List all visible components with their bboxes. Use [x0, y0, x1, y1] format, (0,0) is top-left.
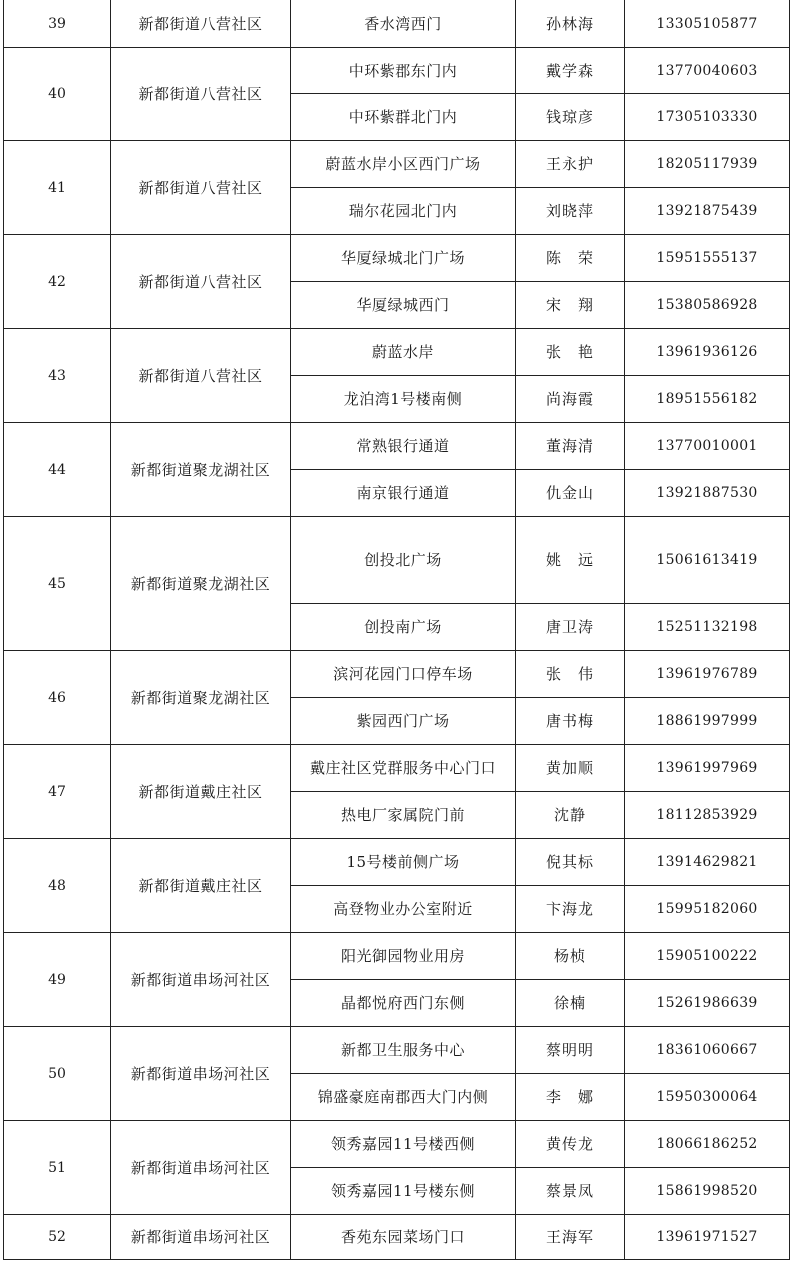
location-cell: 南京银行通道	[291, 470, 516, 517]
table-row	[4, 1027, 790, 1074]
contact-person-cell: 刘晓萍	[516, 188, 625, 235]
contact-person-cell: 杨桢	[516, 933, 625, 980]
table-row	[4, 651, 790, 698]
contact-person-cell: 唐卫涛	[516, 604, 625, 651]
location-cell: 高登物业办公室附近	[291, 886, 516, 933]
table-row	[4, 0, 790, 48]
table-row	[4, 423, 790, 470]
location-cell: 中环紫群北门内	[291, 94, 516, 141]
location-cell: 瑞尔花园北门内	[291, 188, 516, 235]
community-cell: 新都街道八营社区	[111, 235, 291, 329]
contact-table-body	[4, 0, 790, 1260]
contact-table-sheet	[3, 0, 789, 1261]
contact-table	[3, 0, 790, 1260]
contact-person-cell: 张 伟	[516, 651, 625, 698]
community-cell: 新都街道戴庄社区	[111, 839, 291, 933]
phone-cell: 13305105877	[625, 0, 790, 48]
community-cell: 新都街道串场河社区	[111, 1215, 291, 1260]
phone-cell: 18951556182	[625, 376, 790, 423]
row-number-cell: 45	[4, 517, 111, 651]
location-cell: 创投南广场	[291, 604, 516, 651]
location-cell: 蔚蓝水岸	[291, 329, 516, 376]
contact-person-cell: 黄加顺	[516, 745, 625, 792]
contact-person-cell: 倪其标	[516, 839, 625, 886]
phone-cell: 13921887530	[625, 470, 790, 517]
contact-person-cell: 戴学森	[516, 48, 625, 94]
community-cell: 新都街道戴庄社区	[111, 745, 291, 839]
phone-cell: 18205117939	[625, 141, 790, 188]
phone-cell: 13961936126	[625, 329, 790, 376]
contact-person-cell: 唐书梅	[516, 698, 625, 745]
phone-cell: 15251132198	[625, 604, 790, 651]
phone-cell: 13914629821	[625, 839, 790, 886]
location-cell: 滨河花园门口停车场	[291, 651, 516, 698]
location-cell: 常熟银行通道	[291, 423, 516, 470]
contact-person-cell: 李 娜	[516, 1074, 625, 1121]
row-number-cell: 43	[4, 329, 111, 423]
community-cell: 新都街道聚龙湖社区	[111, 651, 291, 745]
contact-person-cell: 陈 荣	[516, 235, 625, 282]
phone-cell: 15951555137	[625, 235, 790, 282]
location-cell: 中环紫郡东门内	[291, 48, 516, 94]
community-cell: 新都街道八营社区	[111, 48, 291, 141]
row-number-cell: 44	[4, 423, 111, 517]
row-number-cell: 50	[4, 1027, 111, 1121]
community-cell: 新都街道八营社区	[111, 141, 291, 235]
community-cell: 新都街道串场河社区	[111, 1027, 291, 1121]
contact-person-cell: 沈静	[516, 792, 625, 839]
location-cell: 创投北广场	[291, 517, 516, 604]
location-cell: 锦盛豪庭南郡西大门内侧	[291, 1074, 516, 1121]
location-cell: 香苑东园菜场门口	[291, 1215, 516, 1260]
contact-person-cell: 黄传龙	[516, 1121, 625, 1168]
phone-cell: 13961997969	[625, 745, 790, 792]
phone-cell: 13961971527	[625, 1215, 790, 1260]
location-cell: 热电厂家属院门前	[291, 792, 516, 839]
row-number-cell: 41	[4, 141, 111, 235]
row-number-cell: 49	[4, 933, 111, 1027]
table-row	[4, 141, 790, 188]
contact-person-cell: 董海清	[516, 423, 625, 470]
table-row	[4, 1121, 790, 1168]
table-row	[4, 517, 790, 604]
location-cell: 新都卫生服务中心	[291, 1027, 516, 1074]
contact-person-cell: 仇金山	[516, 470, 625, 517]
location-cell: 蔚蓝水岸小区西门广场	[291, 141, 516, 188]
contact-person-cell: 卞海龙	[516, 886, 625, 933]
phone-cell: 18861997999	[625, 698, 790, 745]
contact-person-cell: 徐楠	[516, 980, 625, 1027]
location-cell: 15号楼前侧广场	[291, 839, 516, 886]
phone-cell: 13770040603	[625, 48, 790, 94]
community-cell: 新都街道串场河社区	[111, 933, 291, 1027]
table-row	[4, 745, 790, 792]
table-row	[4, 933, 790, 980]
row-number-cell: 39	[4, 0, 111, 48]
community-cell: 新都街道聚龙湖社区	[111, 423, 291, 517]
location-cell: 戴庄社区党群服务中心门口	[291, 745, 516, 792]
table-row	[4, 329, 790, 376]
phone-cell: 17305103330	[625, 94, 790, 141]
phone-cell: 18066186252	[625, 1121, 790, 1168]
phone-cell: 15380586928	[625, 282, 790, 329]
location-cell: 龙泊湾1号楼南侧	[291, 376, 516, 423]
phone-cell: 18361060667	[625, 1027, 790, 1074]
location-cell: 领秀嘉园11号楼东侧	[291, 1168, 516, 1215]
row-number-cell: 51	[4, 1121, 111, 1215]
contact-person-cell: 蔡明明	[516, 1027, 625, 1074]
row-number-cell: 40	[4, 48, 111, 141]
row-number-cell: 42	[4, 235, 111, 329]
phone-cell: 15995182060	[625, 886, 790, 933]
location-cell: 紫园西门广场	[291, 698, 516, 745]
phone-cell: 15261986639	[625, 980, 790, 1027]
location-cell: 领秀嘉园11号楼西侧	[291, 1121, 516, 1168]
contact-person-cell: 蔡景凤	[516, 1168, 625, 1215]
row-number-cell: 46	[4, 651, 111, 745]
contact-person-cell: 孙林海	[516, 0, 625, 48]
location-cell: 阳光御园物业用房	[291, 933, 516, 980]
community-cell: 新都街道八营社区	[111, 0, 291, 48]
phone-cell: 15905100222	[625, 933, 790, 980]
table-row	[4, 48, 790, 94]
location-cell: 华厦绿城西门	[291, 282, 516, 329]
location-cell: 华厦绿城北门广场	[291, 235, 516, 282]
community-cell: 新都街道聚龙湖社区	[111, 517, 291, 651]
row-number-cell: 52	[4, 1215, 111, 1260]
contact-person-cell: 尚海霞	[516, 376, 625, 423]
contact-person-cell: 王永护	[516, 141, 625, 188]
contact-person-cell: 宋 翔	[516, 282, 625, 329]
phone-cell: 15950300064	[625, 1074, 790, 1121]
contact-person-cell: 张 艳	[516, 329, 625, 376]
contact-person-cell: 姚 远	[516, 517, 625, 604]
row-number-cell: 47	[4, 745, 111, 839]
location-cell: 晶都悦府西门东侧	[291, 980, 516, 1027]
contact-person-cell: 王海军	[516, 1215, 625, 1260]
row-number-cell: 48	[4, 839, 111, 933]
phone-cell: 15061613419	[625, 517, 790, 604]
location-cell: 香水湾西门	[291, 0, 516, 48]
table-row	[4, 1215, 790, 1260]
phone-cell: 13961976789	[625, 651, 790, 698]
community-cell: 新都街道串场河社区	[111, 1121, 291, 1215]
phone-cell: 18112853929	[625, 792, 790, 839]
table-row	[4, 235, 790, 282]
community-cell: 新都街道八营社区	[111, 329, 291, 423]
phone-cell: 13770010001	[625, 423, 790, 470]
phone-cell: 13921875439	[625, 188, 790, 235]
table-row	[4, 839, 790, 886]
contact-person-cell: 钱琼彦	[516, 94, 625, 141]
phone-cell: 15861998520	[625, 1168, 790, 1215]
